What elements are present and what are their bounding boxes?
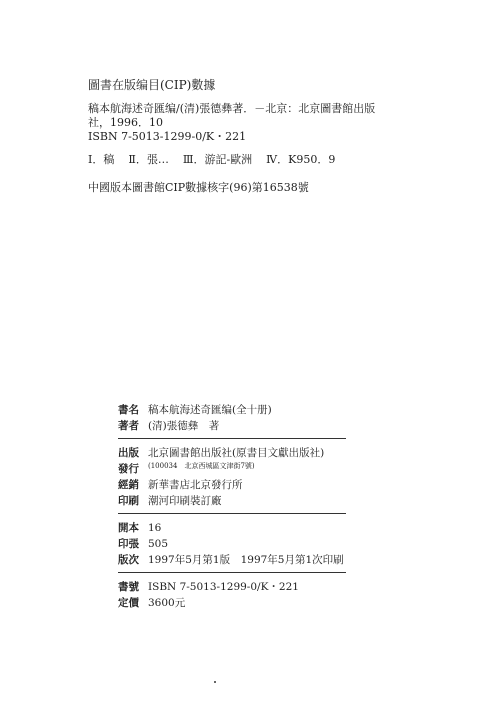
page-mark-dot (214, 681, 216, 683)
colophon-row-sheets (118, 536, 346, 552)
colophon-row-title (118, 402, 346, 418)
isbn-label: 書號 (118, 581, 139, 593)
cip-class-3: Ⅲ．游記-歐洲 (182, 153, 253, 166)
colophon (118, 402, 346, 611)
format-value: 16 (148, 522, 162, 534)
colophon-row-price (118, 595, 346, 611)
colophon-row-isbn (118, 579, 346, 595)
colophon-row-distributor (118, 477, 346, 493)
isbn-value: ISBN 7-5013-1299-0/K・221 (148, 581, 299, 593)
cip-line-1: 稿本航海述奇匯编/(清)張德彝著．－北京：北京圖書館出版 (88, 102, 376, 115)
colophon-row-publisher (118, 445, 346, 477)
publisher-value-block (148, 445, 346, 471)
publisher-label (118, 445, 148, 477)
distributor-value: 新華書店北京發行所 (148, 479, 243, 491)
cip-line-2: 社，1996．10 (88, 116, 163, 129)
colophon-row-edition (118, 552, 346, 568)
cip-class-2: Ⅱ．張… (128, 153, 169, 166)
title-label: 書名 (118, 404, 139, 416)
format-label: 開本 (118, 522, 139, 534)
divider (118, 572, 346, 573)
cip-block (88, 78, 468, 195)
cip-class-4: Ⅳ．K950．9 (266, 153, 336, 166)
publisher-value: 北京圖書館出版社(原書目文獻出版社) (148, 447, 325, 459)
distributor-label: 經銷 (118, 479, 139, 491)
cip-heading: 圖書在版编目(CIP)數據 (88, 78, 216, 92)
author-label: 著者 (118, 420, 139, 432)
colophon-row-format (118, 520, 346, 536)
publisher-address: (100034 北京西城區文津街7號) (148, 462, 255, 470)
publisher-label-1: 出版 (118, 447, 139, 459)
author-value: (清)張德彝 著 (148, 420, 220, 432)
edition-value: 1997年5月第1版 1997年5月第1次印刷 (148, 554, 344, 566)
cip-gap (88, 144, 468, 153)
publisher-label-2: 發行 (118, 463, 139, 475)
cip-classification (88, 153, 468, 167)
price-value: 3600元 (148, 597, 186, 609)
printer-value: 潮河印刷裝訂廠 (148, 495, 222, 507)
title-value: 稿本航海述奇匯编(全十册) (148, 404, 272, 416)
divider (118, 513, 346, 514)
cip-line-3: ISBN 7-5013-1299-0/K・221 (88, 130, 247, 143)
printer-label: 印刷 (118, 495, 139, 507)
colophon-row-printer (118, 493, 346, 509)
sheets-value: 505 (148, 538, 169, 550)
edition-label: 版次 (118, 554, 139, 566)
cip-record-number: 中國版本圖書館CIP數據核字(96)第16538號 (88, 181, 309, 194)
price-label: 定價 (118, 597, 139, 609)
divider (118, 438, 346, 439)
colophon-row-author (118, 418, 346, 434)
sheets-label: 印張 (118, 538, 139, 550)
cip-class-1: Ⅰ．稿 (88, 153, 115, 166)
